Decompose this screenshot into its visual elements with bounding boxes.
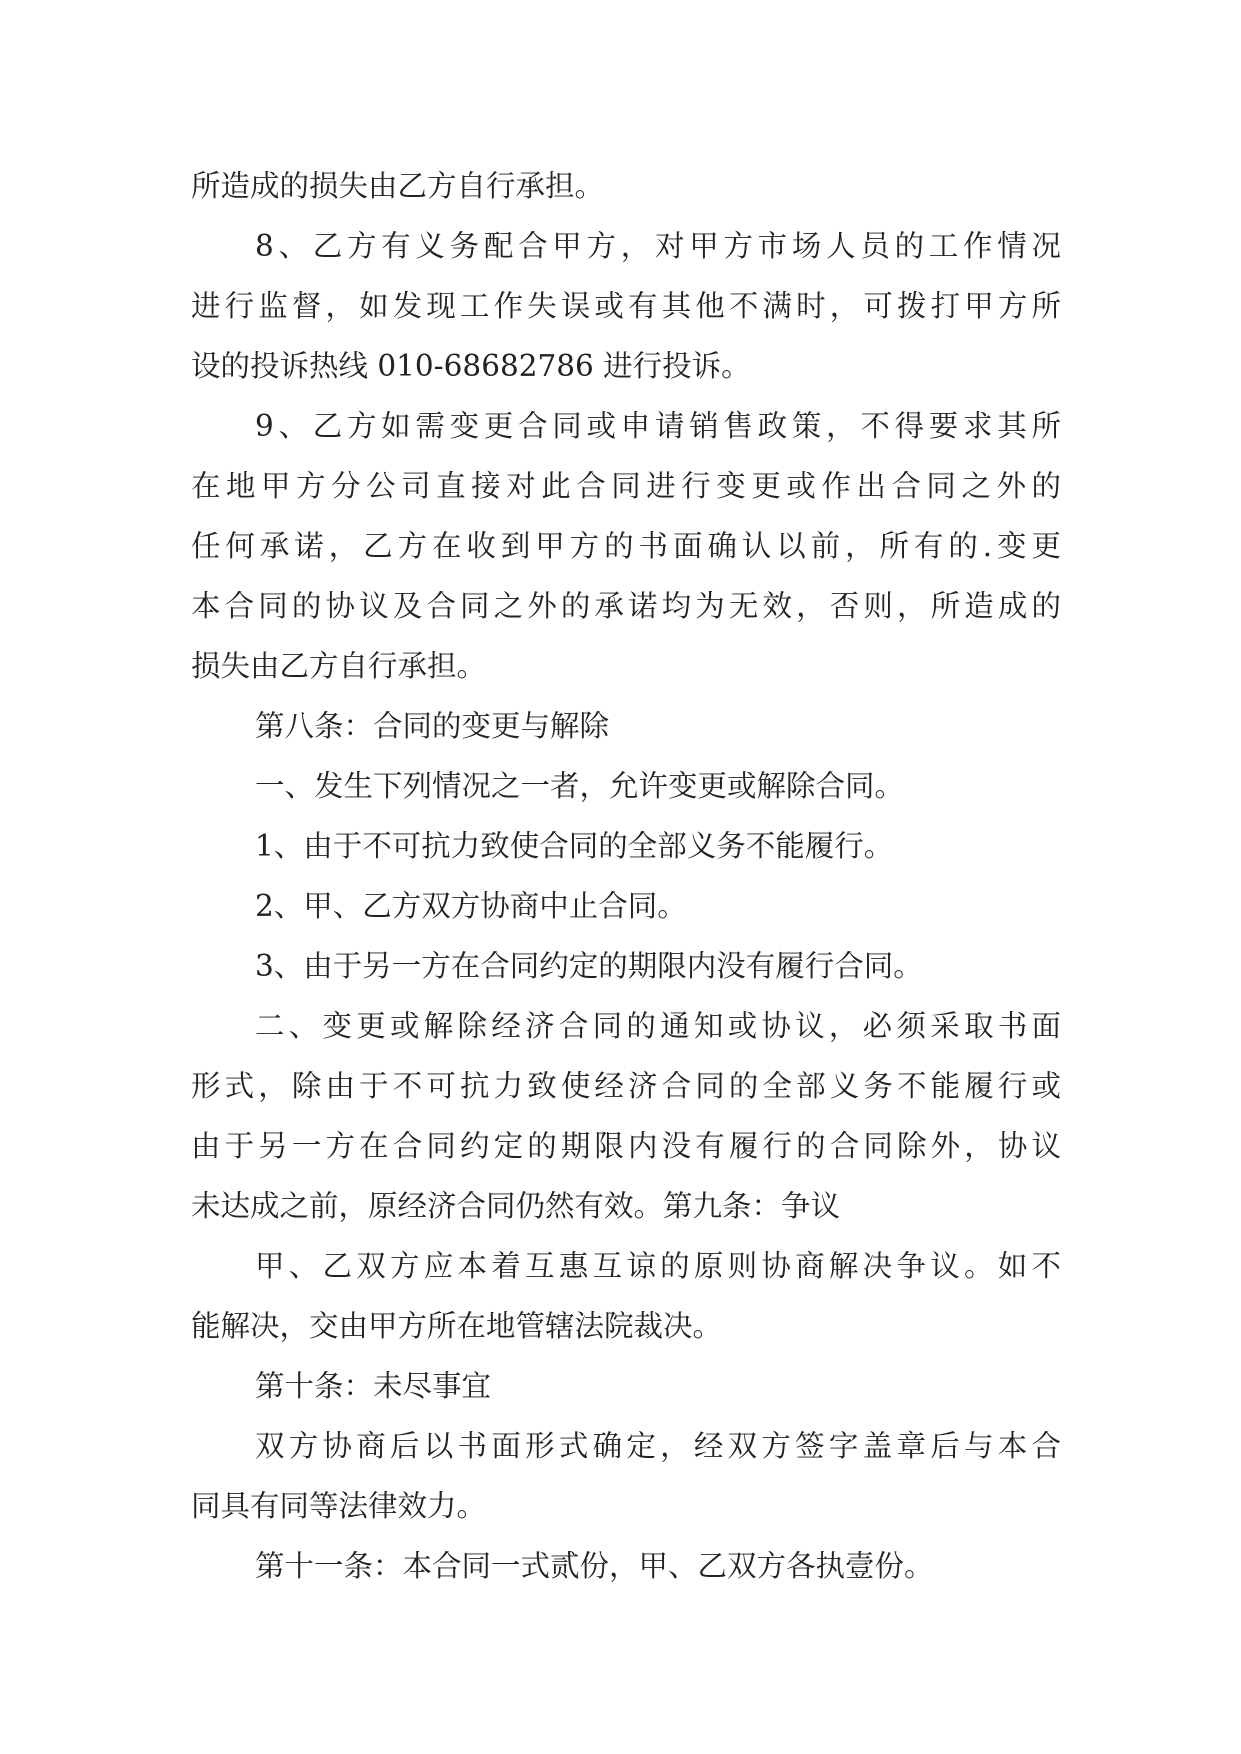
text-line: 一、发生下列情况之一者，允许变更或解除合同。 [255, 769, 905, 803]
section-heading: 第十一条：本合同一式贰份，甲、乙双方各执壹份。 [255, 1549, 934, 1583]
text-line: 由于另一方在合同约定的期限内没有履行的合同除外，协议 [191, 1129, 1061, 1163]
text-line: 所造成的损失由乙方自行承担。 [191, 169, 605, 203]
text-line: 在地甲方分公司直接对此合同进行变更或作出合同之外的 [191, 469, 1061, 503]
text-line: 设的投诉热线 010-68682786 进行投诉。 [191, 349, 751, 383]
text-line: 1、由于不可抗力致使合同的全部义务不能履行。 [255, 829, 894, 863]
text-line: 8、乙方有义务配合甲方，对甲方市场人员的工作情况 [255, 229, 1061, 263]
text-line: 进行监督，如发现工作失误或有其他不满时，可拨打甲方所 [191, 289, 1061, 323]
text-line: 二、变更或解除经济合同的通知或协议，必须采取书面 [255, 1009, 1061, 1043]
text-line: 同具有同等法律效力。 [191, 1489, 487, 1523]
text-line: 本合同的协议及合同之外的承诺均为无效，否则，所造成的 [191, 589, 1061, 623]
text-line: 任何承诺，乙方在收到甲方的书面确认以前，所有的.变更 [191, 529, 1061, 563]
text-line: 损失由乙方自行承担。 [191, 649, 487, 683]
section-heading: 第十条：未尽事宜 [255, 1369, 492, 1403]
text-line: 甲、乙双方应本着互惠互谅的原则协商解决争议。如不 [255, 1249, 1061, 1283]
text-line: 能解决，交由甲方所在地管辖法院裁决。 [191, 1309, 723, 1343]
text-line: 未达成之前，原经济合同仍然有效。第九条：争议 [191, 1189, 841, 1223]
text-line: 3、由于另一方在合同约定的期限内没有履行合同。 [255, 949, 923, 983]
text-line: 9、乙方如需变更合同或申请销售政策，不得要求其所 [255, 409, 1061, 443]
text-line: 形式，除由于不可抗力致使经济合同的全部义务不能履行或 [191, 1069, 1061, 1103]
section-heading: 第八条：合同的变更与解除 [255, 709, 610, 743]
text-line: 双方协商后以书面形式确定，经双方签字盖章后与本合 [255, 1429, 1061, 1463]
document-body [191, 156, 1061, 1596]
text-line: 2、甲、乙方双方协商中止合同。 [255, 889, 687, 923]
